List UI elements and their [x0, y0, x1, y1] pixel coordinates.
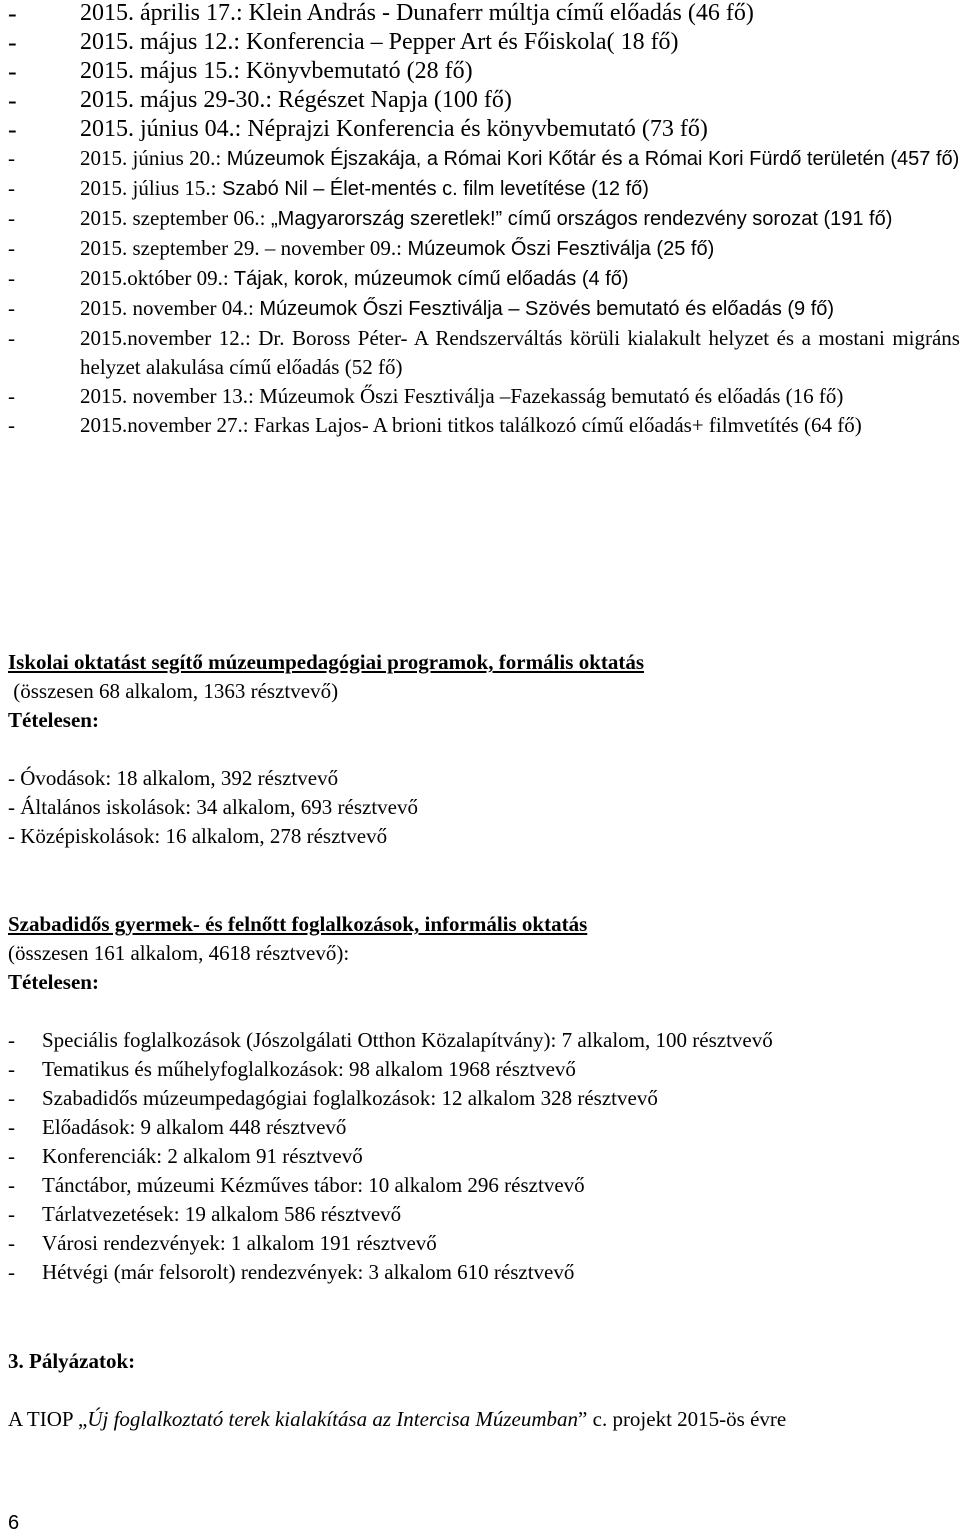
- event-text: Néprajzi Konferencia és könyvbemutató (73 fő): [241, 116, 708, 142]
- event-text: Múzeumok Őszi Fesztiválja – Szövés bemutató és előadás (9 fő): [253, 298, 835, 320]
- list-dash: -: [8, 0, 17, 28]
- school-programs-section: [8, 648, 948, 851]
- leisure-programs-summary: (összesen 161 alkalom, 4618 résztvevő):: [8, 941, 350, 965]
- event-date: 2015. szeptember 06.:: [80, 206, 266, 230]
- event-list: [8, 0, 960, 440]
- event-item: [8, 294, 960, 324]
- event-text: „Magyarország szeretlek!” című országos rendezvény sorozat (191 fő): [265, 208, 893, 230]
- list-dash: -: [8, 57, 17, 86]
- event-text: Tájak, korok, múzeumok című előadás (4 fő): [228, 268, 629, 290]
- event-text: Múzeumok Őszi Fesztiválja –Fazekasság bemutató és előadás (16 fő): [253, 384, 844, 408]
- school-programs-itemized-label: Tételesen:: [8, 708, 99, 732]
- event-item: [8, 204, 960, 234]
- event-text: Könyvbemutató (28 fő): [240, 58, 473, 84]
- school-programs-list: [8, 764, 948, 851]
- event-item: [8, 234, 960, 264]
- list-item: - Előadások: 9 alkalom 448 résztvevő: [8, 1115, 347, 1139]
- event-date: 2015. november 13.:: [80, 384, 254, 408]
- event-item: [8, 86, 960, 115]
- list-dash: -: [8, 326, 15, 350]
- list-dash: -: [8, 296, 15, 320]
- list-dash: -: [8, 176, 15, 200]
- list-dash: -: [8, 86, 17, 115]
- event-text: Múzeumok Őszi Fesztiválja (25 fő): [401, 238, 715, 260]
- event-date: 2015. június 20.:: [80, 146, 222, 170]
- event-date: 2015.november 12.:: [80, 326, 251, 350]
- list-dash: -: [8, 236, 15, 260]
- leisure-programs-list: [8, 1026, 948, 1287]
- event-date: 2015. május 29-30.:: [80, 87, 272, 113]
- event-item: [8, 28, 960, 57]
- event-item: [8, 57, 960, 86]
- grants-heading: 3. Pályázatok:: [8, 1349, 136, 1373]
- event-date: 2015. június 04.:: [80, 116, 242, 142]
- list-dash: -: [8, 206, 15, 230]
- list-dash: -: [8, 266, 15, 290]
- list-item: - Tárlatvezetések: 19 alkalom 586 résztvevő: [8, 1202, 402, 1226]
- list-item: - Konferenciák: 2 alkalom 91 résztvevő: [8, 1144, 363, 1168]
- list-dash: -: [8, 28, 17, 57]
- list-item: - Speciális foglalkozások (Jószolgálati Otthon Közalapítvány): 7 alkalom, 100 résztvevő: [8, 1028, 773, 1052]
- event-item: [8, 411, 960, 440]
- list-item: - Tánctábor, múzeumi Kézműves tábor: 10 alkalom 296 résztvevő: [8, 1173, 585, 1197]
- grants-text-start: A TIOP „: [8, 1407, 88, 1431]
- list-dash: -: [8, 384, 15, 408]
- event-date: 2015.november 27.:: [80, 413, 249, 437]
- leisure-programs-itemized-label: Tételesen:: [8, 970, 99, 994]
- leisure-programs-heading: Szabadidős gyermek- és felnőtt foglalkozások, informális oktatás: [8, 912, 588, 936]
- list-item: - Középiskolások: 16 alkalom, 278 résztvevő: [8, 824, 388, 848]
- event-text: Konferencia – Pepper Art és Főiskola( 18 fő): [240, 29, 679, 55]
- event-item: [8, 264, 960, 294]
- event-item: [8, 324, 960, 382]
- event-date: 2015. szeptember 29. – november 09.:: [80, 236, 402, 260]
- event-date: 2015. április 17.:: [80, 0, 243, 26]
- event-date: 2015. május 12.:: [80, 29, 240, 55]
- list-item: - Tematikus és műhelyfoglalkozások: 98 alkalom 1968 résztvevő: [8, 1057, 576, 1081]
- list-item: - Szabadidős múzeumpedagógiai foglalkozások: 12 alkalom 328 résztvevő: [8, 1086, 658, 1110]
- page-number: 6: [8, 1512, 20, 1534]
- grants-text-end: ” c. projekt 2015-ös évre: [578, 1407, 787, 1431]
- event-text: Régészet Napja (100 fő): [272, 87, 512, 113]
- event-text: Farkas Lajos- A brioni titkos találkozó című előadás+ filmvetítés (64 fő): [248, 413, 862, 437]
- event-item: [8, 174, 960, 204]
- event-date: 2015. július 15.:: [80, 176, 217, 200]
- event-item: [8, 382, 960, 411]
- event-item: [8, 115, 960, 144]
- grants-section: [8, 1347, 948, 1434]
- event-date: 2015. november 04.:: [80, 296, 254, 320]
- event-text: Múzeumok Éjszakája, a Római Kori Kőtár és a Római Kori Fürdő területén (457 fő): [221, 148, 960, 170]
- event-item: [8, 0, 960, 28]
- event-date: 2015. május 15.:: [80, 58, 240, 84]
- list-dash: -: [8, 413, 15, 437]
- grants-project-title: Új foglalkoztató terek kialakítása az Intercisa Múzeumban: [87, 1407, 579, 1431]
- event-item: [8, 144, 960, 174]
- event-text: Szabó Nil – Élet-mentés c. film levetítése (12 fő): [216, 178, 649, 200]
- event-text: Klein András - Dunaferr múltja című előadás (46 fő): [242, 0, 754, 26]
- grants-paragraph: [8, 1405, 948, 1434]
- leisure-programs-section: [8, 910, 948, 1287]
- list-dash: -: [8, 115, 17, 144]
- list-item: - Városi rendezvények: 1 alkalom 191 résztvevő: [8, 1231, 437, 1255]
- event-text: Dr. Boross Péter- A Rendszerváltás körüli kialakult helyzet és a mostani migráns helyzet alakulása című előadás (52 fő): [80, 326, 960, 379]
- list-item: - Általános iskolások: 34 alkalom, 693 résztvevő: [8, 795, 419, 819]
- school-programs-summary: (összesen 68 alkalom, 1363 résztvevő): [8, 679, 339, 703]
- list-item: - Hétvégi (már felsorolt) rendezvények: 3 alkalom 610 résztvevő: [8, 1260, 575, 1284]
- school-programs-heading: Iskolai oktatást segítő múzeumpedagógiai programok, formális oktatás: [8, 650, 645, 674]
- list-dash: -: [8, 146, 15, 170]
- list-item: - Óvodások: 18 alkalom, 392 résztvevő: [8, 766, 339, 790]
- event-date: 2015.október 09.:: [80, 266, 229, 290]
